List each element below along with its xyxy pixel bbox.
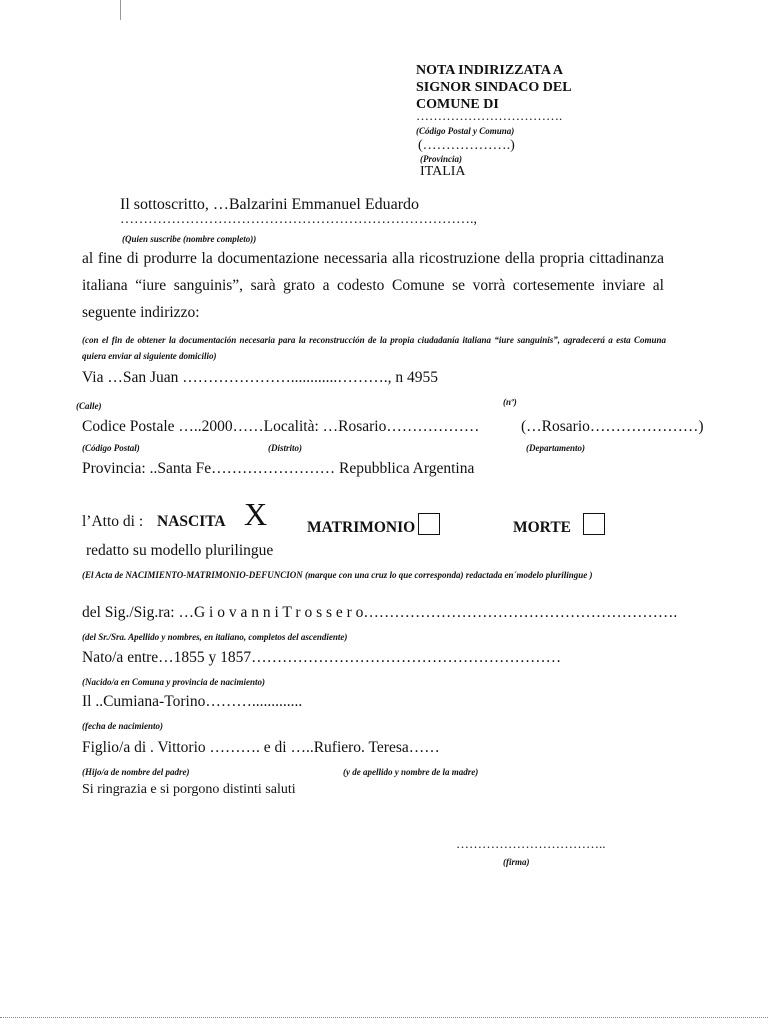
nato-line: Nato/a entre…1855 y 1857…………………………………………………… (82, 649, 562, 666)
label-depto: (Departamento) (526, 443, 585, 453)
matrimonio-label: MATRIMONIO (307, 519, 416, 536)
signature-dots: …………………………….. (456, 836, 606, 851)
label-provincia: (Provincia) (420, 154, 462, 164)
header-line-1: NOTA INDIRIZZATA A (416, 63, 564, 78)
signer-note: (Quien suscribe (nombre completo)) (122, 234, 257, 244)
purpose-paragraph: al fine di produrre la documentazione necessaria alla ricostruzione della propria cittadinanza italiana “iure sanguinis”, sarà grato a codesto Comune se vorrà cortesemente inviare al seguente indirizzo: (82, 250, 664, 321)
atto-note: (El Acta de NACIMIENTO-MATRIMONIO-DEFUNCION (marque con una cruz lo que corresponda) redactada en´modelo plurilingue ) (82, 570, 593, 580)
closing-line: Si ringrazia e si porgono distinti saluti (82, 782, 296, 797)
sig-line: del Sig./Sig.ra: …G i o v a n n i T r o s s e r o……………………………………………………. (82, 604, 678, 621)
matrimonio-checkbox[interactable] (418, 513, 440, 535)
sig-note: (del Sr./Sra. Apellido y nombres, en italiano, completos del ascendiente) (82, 632, 348, 642)
rosario-paren: (…Rosario…………………) (521, 418, 704, 435)
nascita-label: NASCITA (157, 513, 226, 530)
header-line-2: SIGNOR SINDACO DEL (416, 80, 572, 95)
scan-edge (0, 1017, 768, 1019)
header-line-3: COMUNE DI (416, 97, 499, 112)
madre-note: (y de apellido y nombre de la madre) (343, 767, 479, 777)
il-note: (fecha de nacimiento) (82, 721, 163, 731)
firma-label: (firma) (503, 857, 530, 867)
scan-mark (120, 0, 121, 20)
codice-line: Codice Postale …..2000……Località: …Rosario……………… (82, 418, 480, 435)
label-cp: (Código Postal) (82, 443, 140, 453)
via-line: Via …San Juan …………………............………., n 4955 (82, 369, 438, 386)
comune-dots: ……………………………. (416, 108, 563, 123)
padre-note: (Hijo/a de nombre del padre) (82, 767, 190, 777)
provincia-line: Provincia: ..Santa Fe…………………… Repubblica Argentina (82, 460, 475, 477)
nascita-mark[interactable]: X (244, 496, 268, 532)
label-distrito: (Distrito) (268, 443, 303, 453)
country: ITALIA (420, 164, 466, 179)
label-postal: (Código Postal y Comuna) (416, 126, 515, 136)
signer-line: Il sottoscritto, …Balzarini Emmanuel Eduardo (120, 196, 420, 213)
matrimonio-option[interactable] (307, 513, 440, 537)
redatto-line: redatto su modello plurilingue (86, 542, 274, 559)
label-calle: (Calle) (76, 401, 102, 411)
signer-dots: …………………………………………………………………., (120, 212, 477, 227)
morte-label: MORTE (513, 519, 572, 536)
nato-note: (Nacido/a en Comuna y provincia de nacimiento) (82, 677, 265, 687)
il-line: Il ..Cumiana-Torino………............. (82, 693, 303, 710)
atto-prefix: l’Atto di : (82, 513, 144, 530)
morte-checkbox[interactable] (583, 513, 605, 535)
label-num: (nº) (503, 397, 517, 407)
province-field: (……………….) (418, 138, 515, 153)
figlio-line: Figlio/a di . Vittorio ………. e di …..Rufiero. Teresa…… (82, 739, 440, 756)
morte-option[interactable] (513, 513, 605, 537)
purpose-note: (con el fin de obtener la documentación necesaria para la reconstrucción de la propia ciudadanía italiana “iure sanguinis”, agradecerá a esta Comuna quiera enviar al siguiente domicilio) (82, 335, 666, 361)
